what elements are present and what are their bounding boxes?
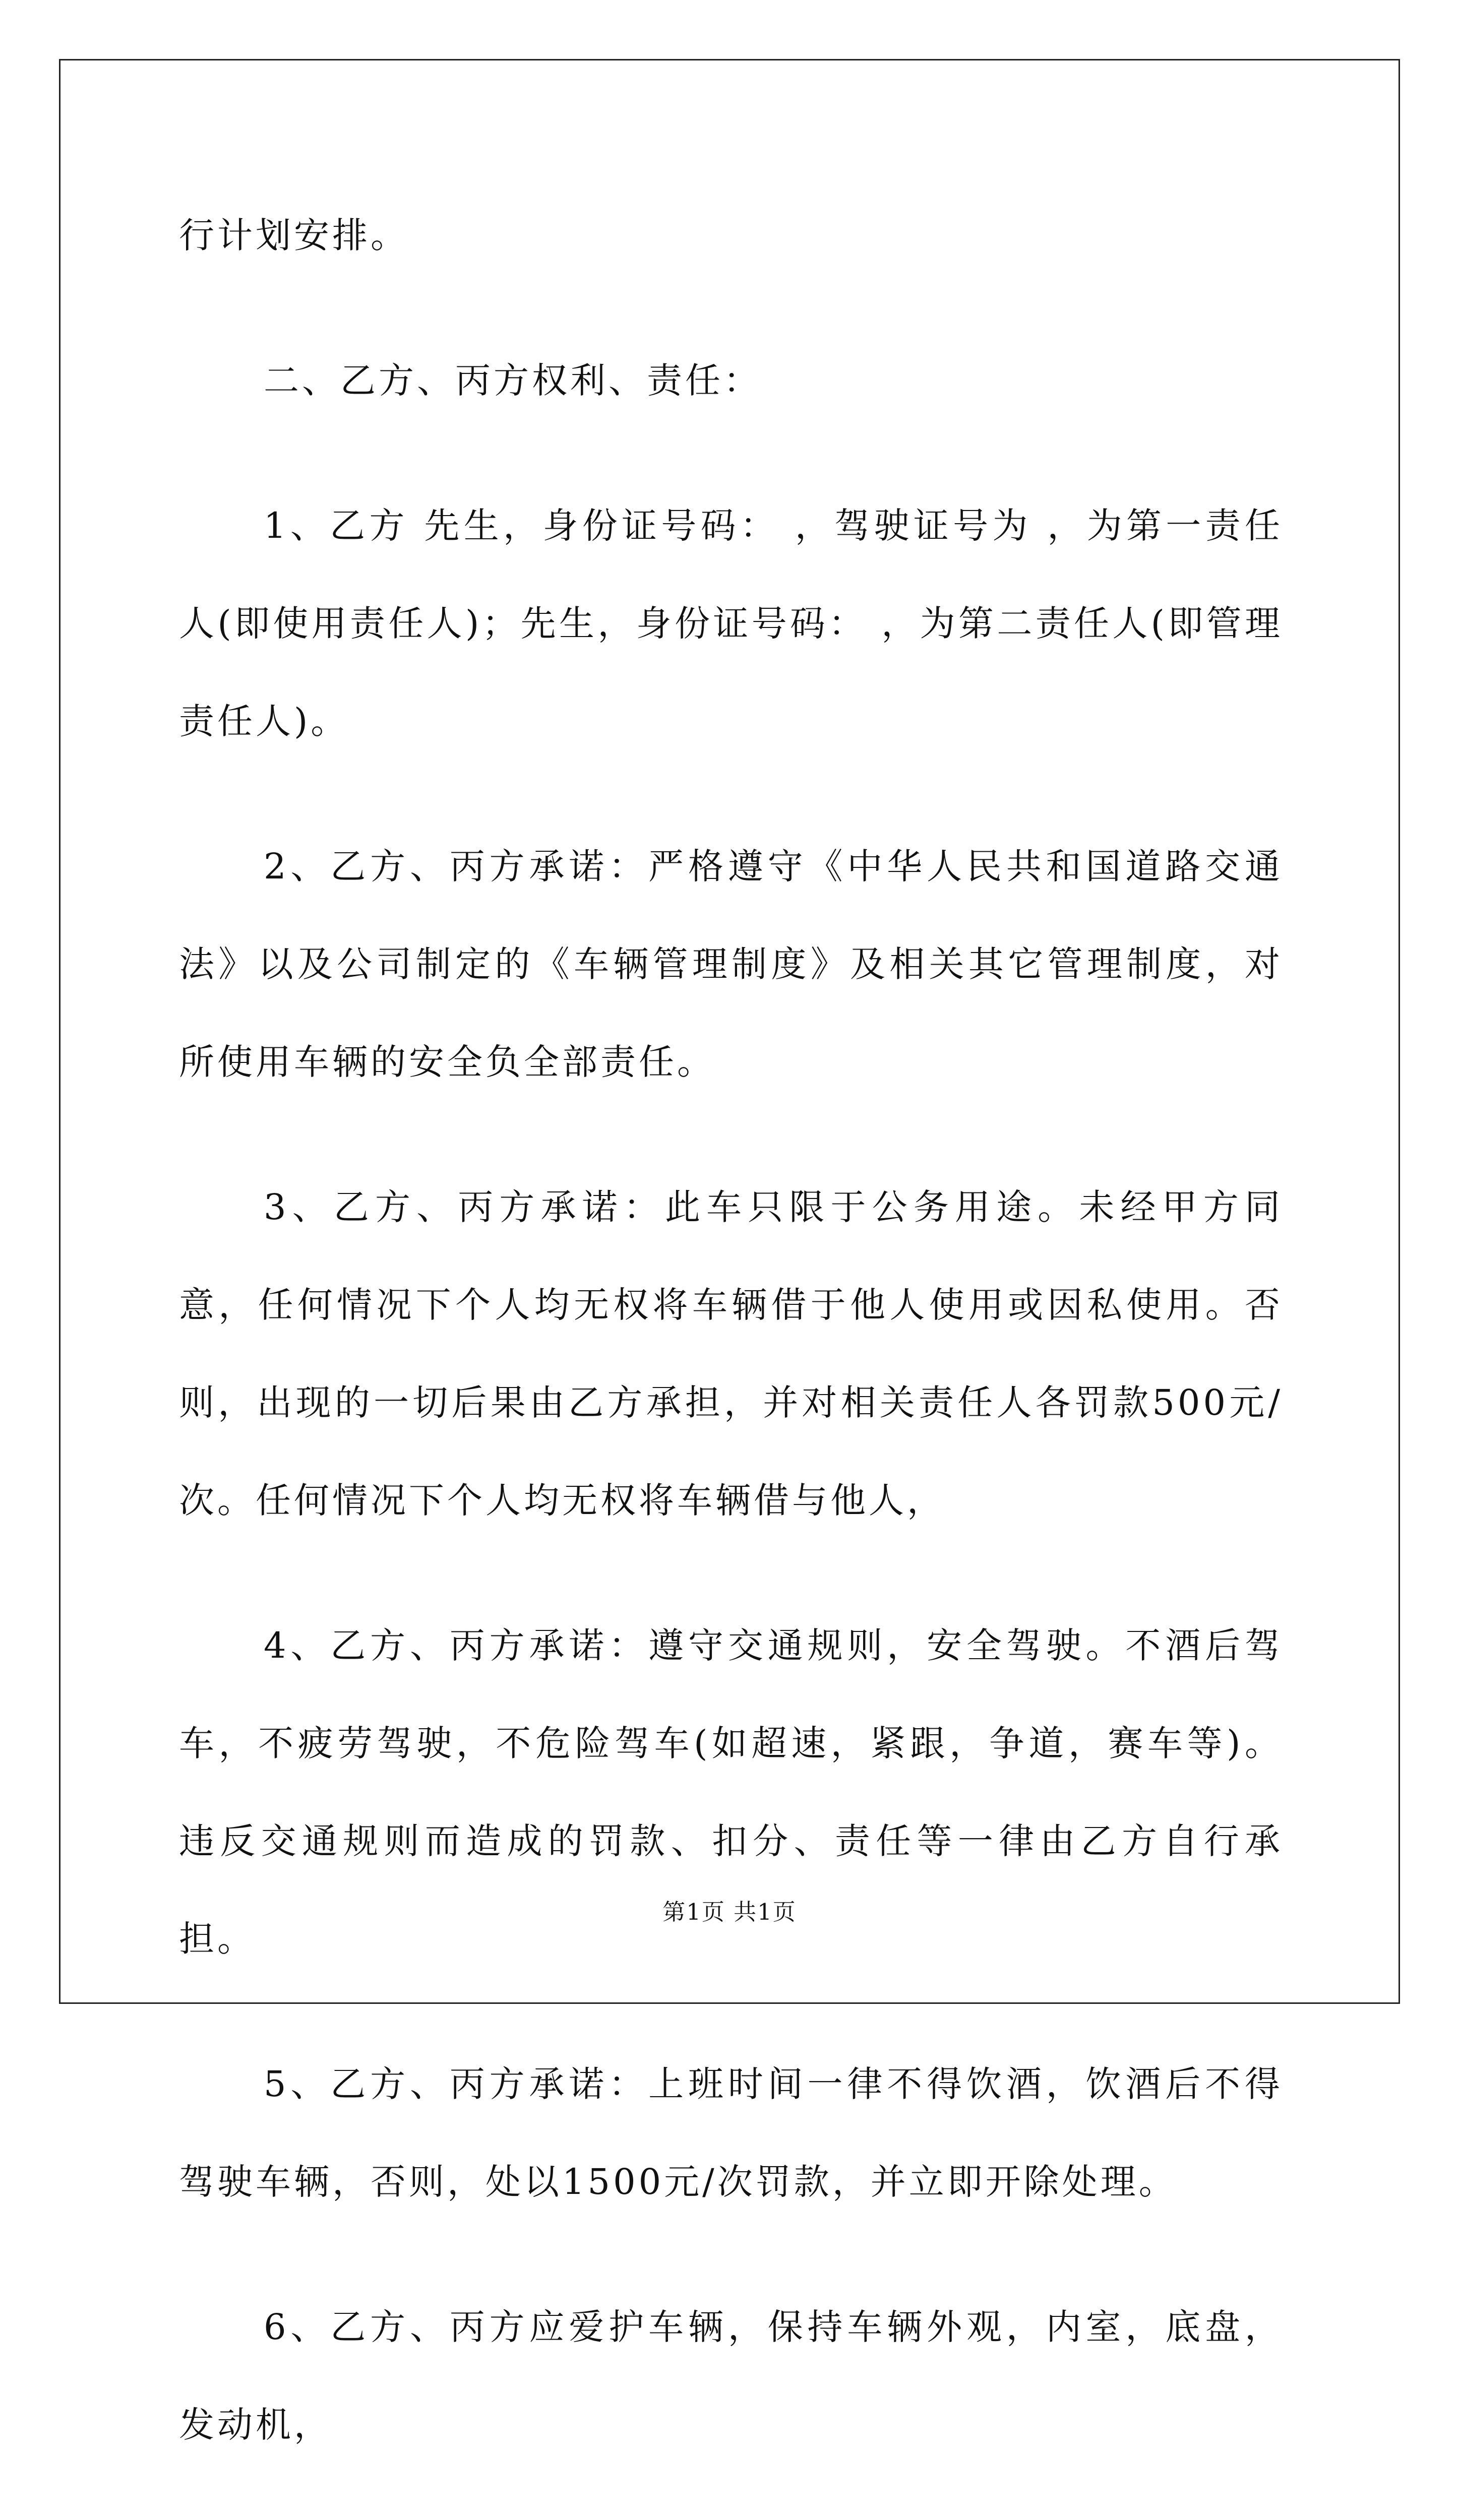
clause-3: 3、乙方、丙方承诺：此车只限于公务用途。未经甲方同意，任何情况下个人均无权将车辆借于他人使用或因私使用。否则，出现的一切后果由乙方承担，并对相关责任人各罚款500元/次。任何情况下个人均无权将车辆借与他人， (179, 1186, 1283, 1521)
document-body (179, 186, 1283, 2520)
paragraph-continuation: 行计划安排。 (179, 215, 409, 256)
clause-5: 5、乙方、丙方承诺：上班时间一律不得饮酒，饮酒后不得驾驶车辆，否则，处以1500元/次罚款，并立即开除处理。 (179, 2063, 1283, 2202)
clause-6: 6、乙方、丙方应爱护车辆，保持车辆外观，内室，底盘，发动机， (179, 2306, 1283, 2445)
clause-4: 4、乙方、丙方承诺：遵守交通规则，安全驾驶。不酒后驾车，不疲劳驾驶，不危险驾车(如超速，紧跟，争道，赛车等)。违反交通规则而造成的罚款、扣分、责任等一律由乙方自行承担。 (179, 1625, 1283, 1960)
section-heading-rights-responsibilities: 二、乙方、丙方权利、责任： (264, 360, 762, 401)
clause-1: 1、乙方 先生，身份证号码： ，驾驶证号为 ，为第一责任人(即使用责任人)；先生，身份证号码： ，为第二责任人(即管理责任人)。 (179, 505, 1283, 742)
page-footer: 第1页 共1页 (662, 1899, 797, 1925)
clause-2: 2、乙方、丙方承诺：严格遵守《中华人民共和国道路交通法》以及公司制定的《车辆管理制度》及相关其它管理制度，对所使用车辆的安全负全部责任。 (179, 846, 1283, 1083)
